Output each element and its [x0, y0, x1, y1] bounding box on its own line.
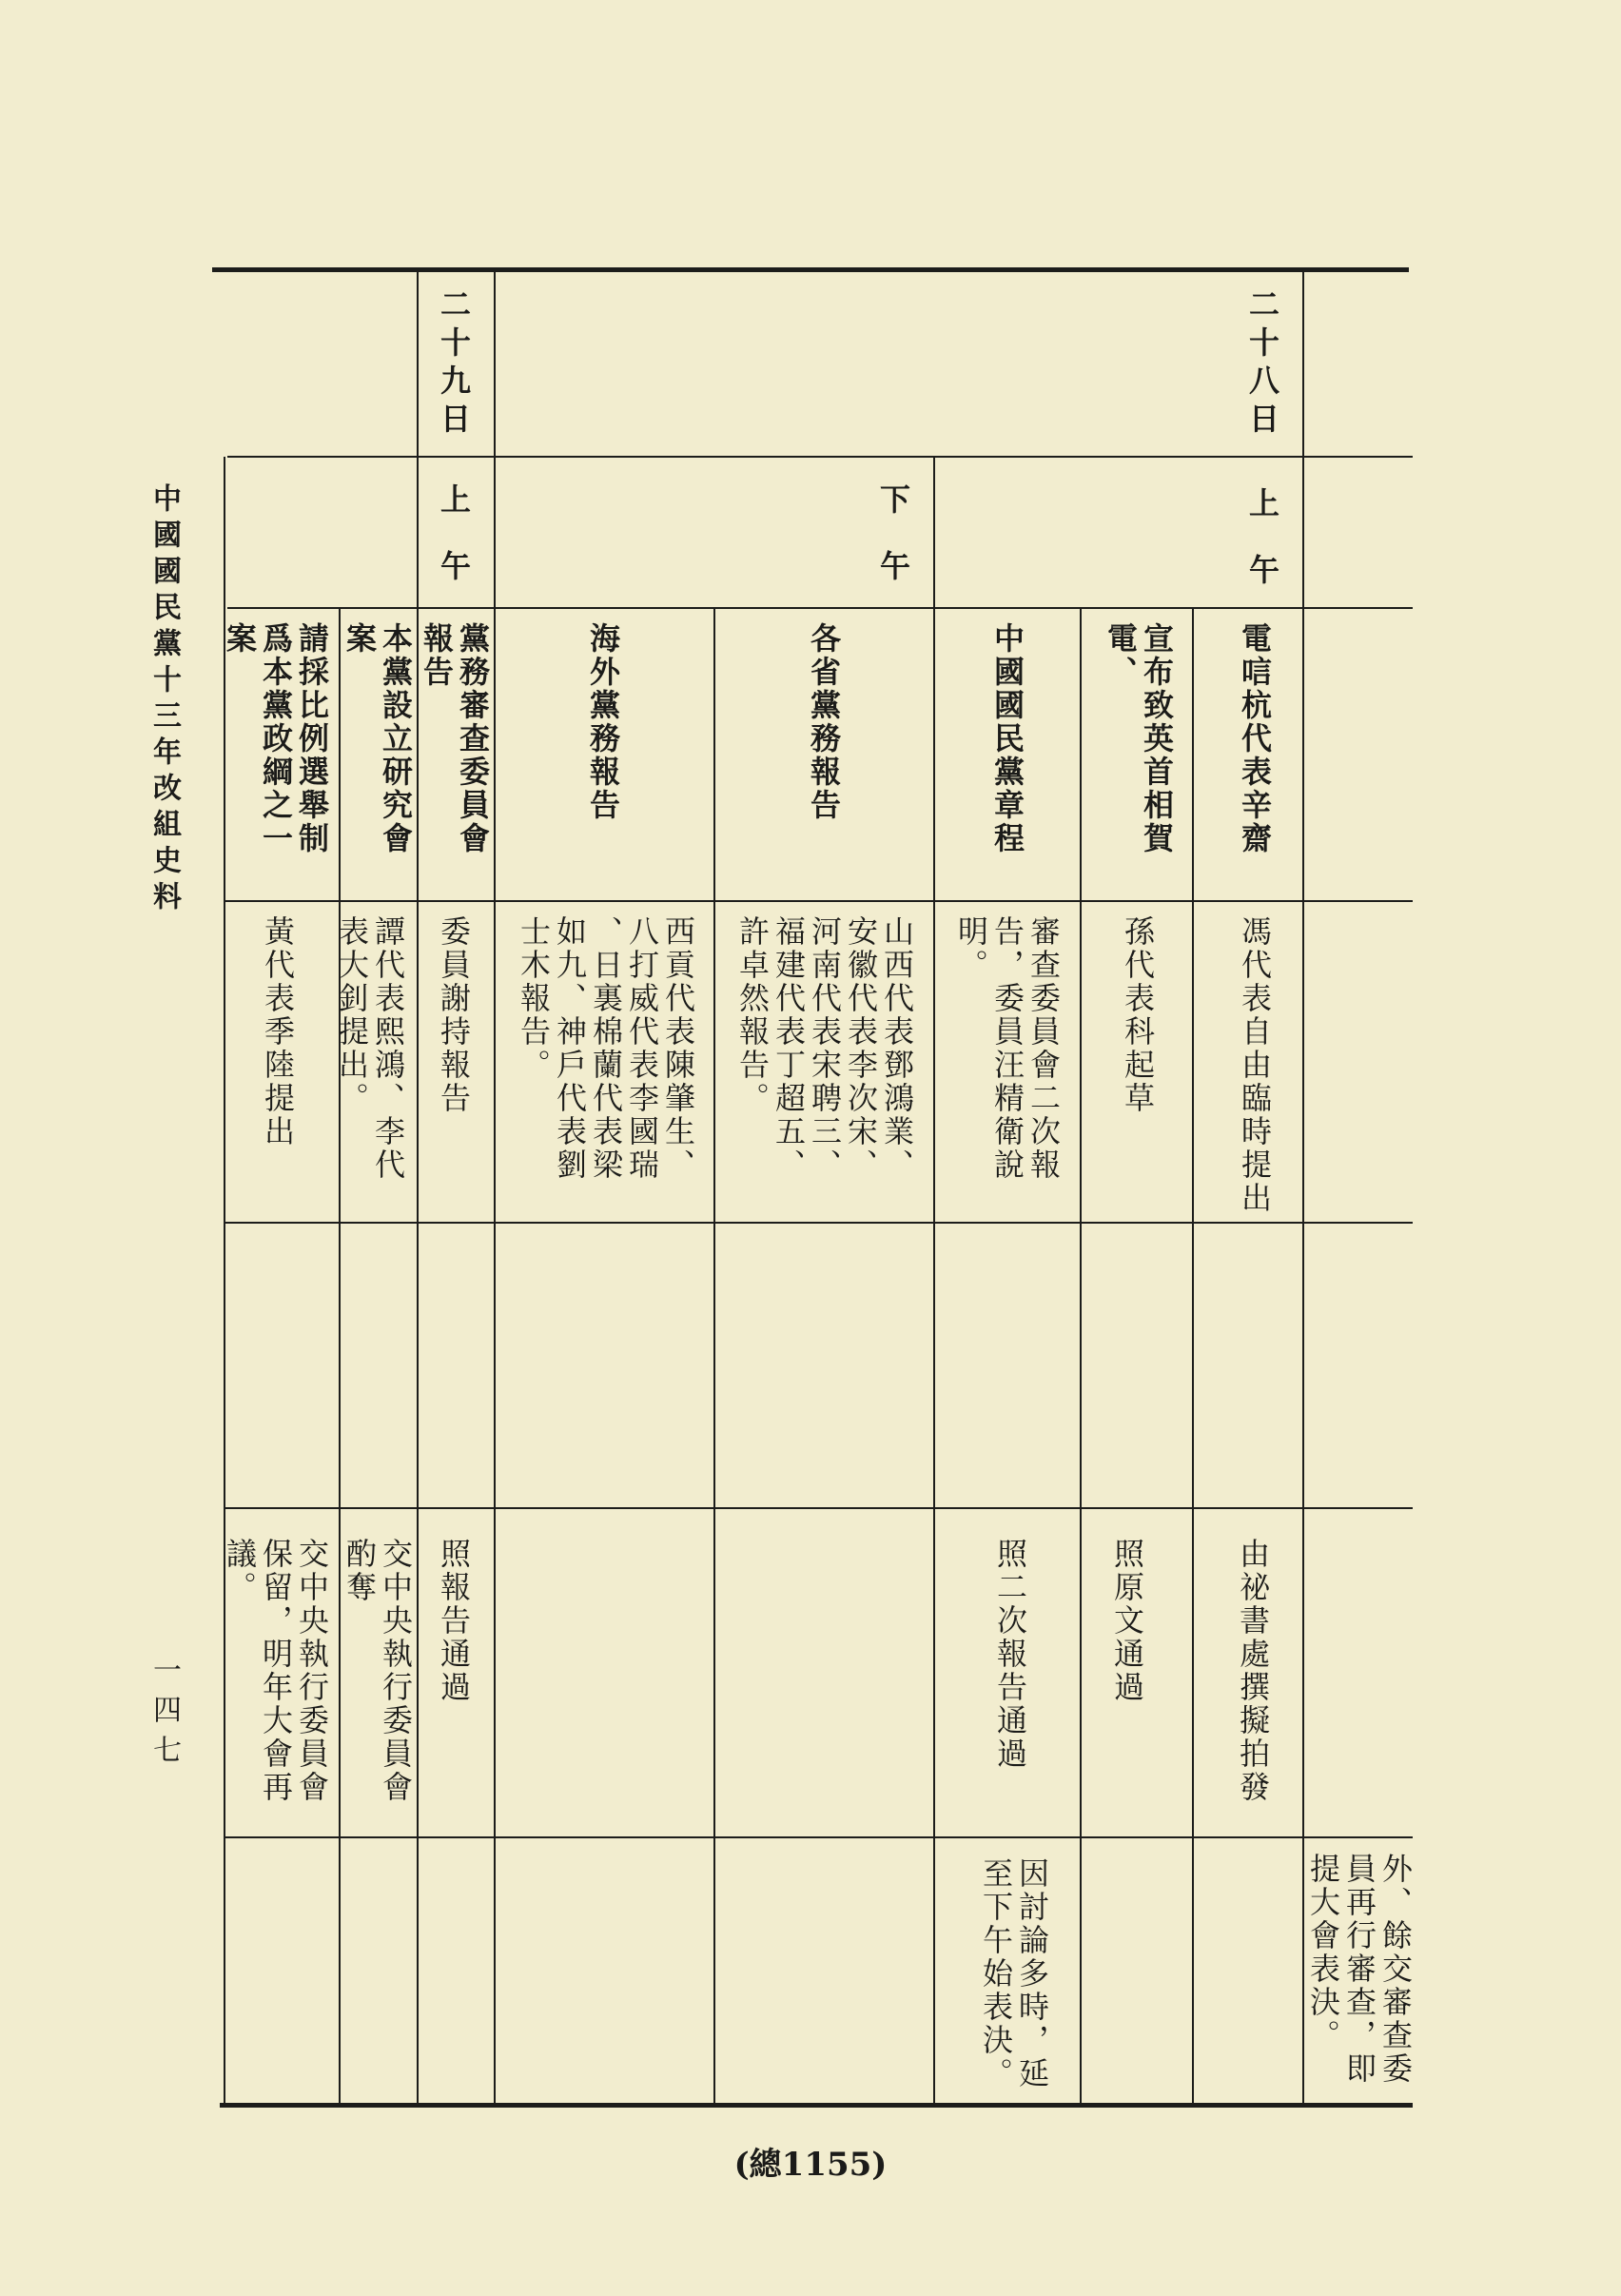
agenda-row-rule	[224, 900, 1413, 902]
running-title: 中國國民黨十三年改組史料	[147, 483, 181, 917]
date-29: 二十九日	[436, 288, 472, 441]
presenter-row-rule	[224, 1222, 1413, 1224]
session-am-28: 上午	[1244, 487, 1280, 620]
presenter-cell: 山西代表鄧鴻業、 安徽代表李次宋、 河南代表宋聘三、 福建代表丁超五、 許卓然報告。	[734, 915, 915, 1182]
agenda-cell: 黨務審查委員會 報告	[419, 622, 491, 855]
date-band-rule	[227, 456, 1413, 458]
session-am-29: 上午	[436, 483, 472, 617]
page-number: 一四七	[147, 1655, 181, 1775]
agenda-cell: 宣布致英首相賀 電、	[1103, 622, 1175, 855]
agenda-cell: 中國國民黨章程	[989, 622, 1025, 855]
agenda-cell: 本黨設立研究會 案	[342, 622, 414, 855]
presenter-cell: 西貢代表陳肇生、 八打威代表李國瑞 、日裏棉蘭代表梁 如九、神戶代表劉 士木報告。	[516, 915, 696, 1182]
day-divider-rule	[494, 269, 496, 2105]
resolution-cell: 由祕書處撰擬拍發	[1235, 1538, 1271, 1804]
resolution-cell: 照原文通過	[1109, 1538, 1145, 1704]
presenter-cell: 孫代表科起草	[1120, 915, 1156, 1115]
table-top-rule	[212, 267, 1409, 272]
column-rule	[1080, 608, 1082, 2105]
session-pm-28: 下午	[875, 483, 911, 617]
agenda-cell: 請採比例選舉制 爲本黨政綱之一 案	[222, 622, 330, 855]
carryover-note: 外、餘交審查委 員再行審查，即 提大會表決。	[1305, 1853, 1414, 2086]
column-rule	[1302, 269, 1304, 2105]
date-28: 二十八日	[1244, 288, 1280, 441]
table-bottom-rule	[220, 2103, 1413, 2108]
resolution-cell: 交中央執行委員會 酌奪	[342, 1538, 414, 1804]
column-rule	[713, 608, 715, 2105]
session-band-rule	[227, 607, 1413, 609]
blank-row-rule	[224, 1507, 1413, 1509]
agenda-cell: 各省黨務報告	[806, 622, 842, 822]
column-rule	[417, 269, 419, 2105]
presenter-cell: 譚代表熙鴻、李代 表大釗提出。	[334, 915, 406, 1182]
resolution-cell: 照二次報告通過	[992, 1538, 1028, 1771]
resolution-cell: 交中央執行委員會 保留，明年大會再 議。	[222, 1538, 330, 1804]
presenter-cell: 馮代表自由臨時提出	[1237, 915, 1273, 1215]
session-divider-rule	[933, 457, 935, 2105]
column-rule	[339, 608, 341, 2105]
presenter-cell: 黃代表季陸提出	[260, 915, 296, 1148]
presenter-cell: 委員謝持報告	[436, 915, 472, 1115]
total-page-number: (總1155)	[733, 2146, 888, 2184]
presenter-cell: 審查委員會二次報 告，委員汪精衛說 明。	[953, 915, 1062, 1182]
resolution-cell: 照報告通過	[436, 1538, 472, 1704]
agenda-cell: 海外黨務報告	[585, 622, 621, 822]
resolution-row-rule	[224, 1836, 1413, 1838]
column-rule	[1192, 608, 1194, 2105]
remark-cell: 因討論多時，延 至下午始表決。	[978, 1857, 1050, 2090]
agenda-cell: 電唁杭代表辛齋	[1237, 622, 1273, 855]
